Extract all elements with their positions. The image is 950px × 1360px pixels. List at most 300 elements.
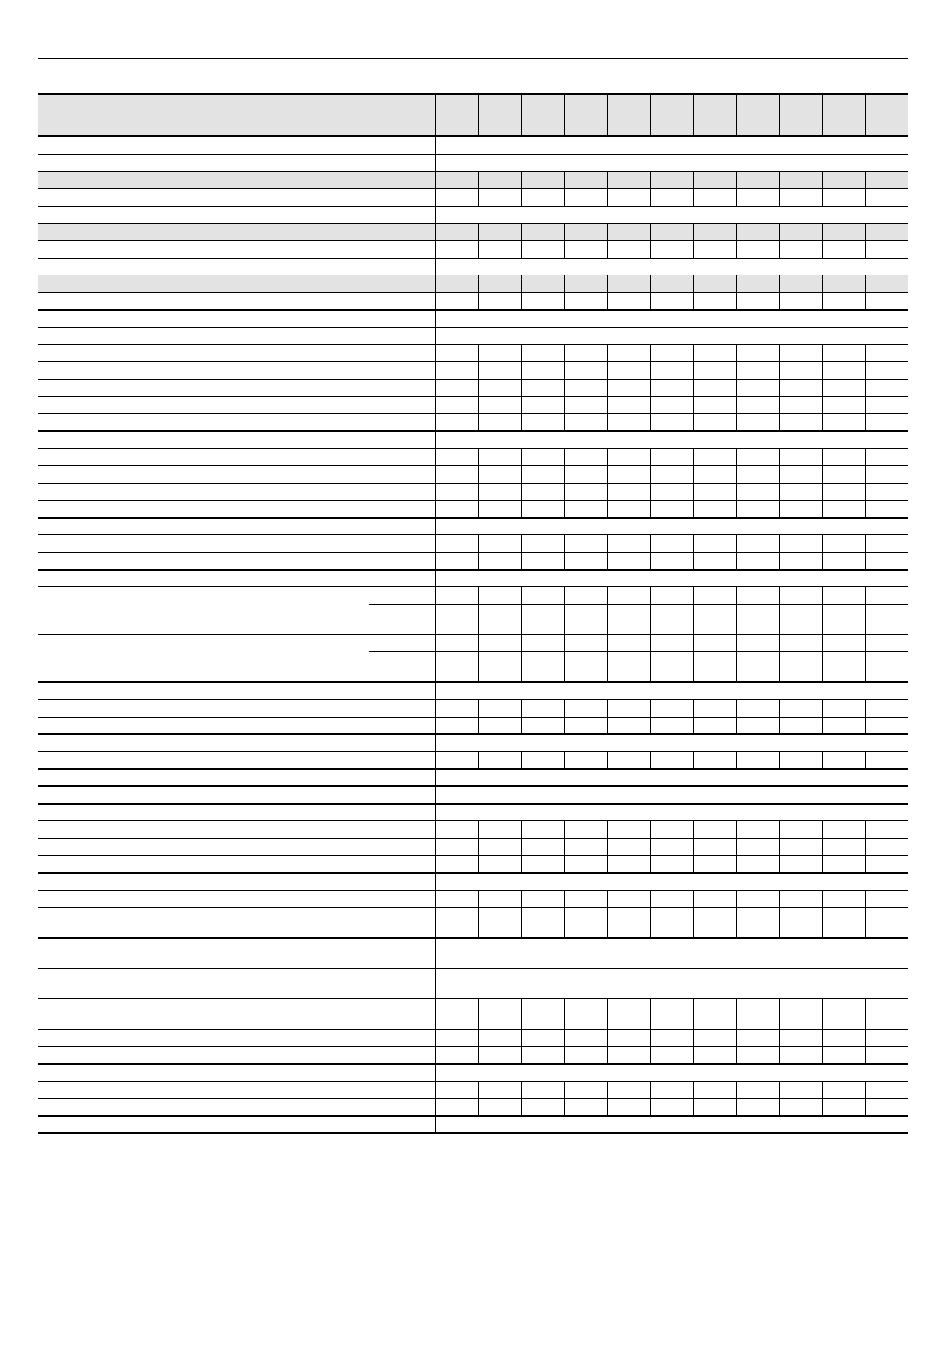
value-cell	[478, 466, 521, 483]
value-cell	[822, 855, 865, 872]
value-cell	[435, 241, 478, 258]
value-cell	[607, 414, 650, 431]
row-label-cell	[38, 855, 435, 872]
value-cell	[564, 1081, 607, 1098]
value-cell	[822, 535, 865, 552]
value-cell	[478, 414, 521, 431]
span-value-cell	[435, 734, 908, 751]
value-cell	[736, 907, 779, 938]
value-cell	[521, 397, 564, 414]
value-cell	[736, 275, 779, 292]
row-sublabel-cell	[369, 587, 435, 604]
row-sublabel-cell	[369, 604, 435, 635]
value-cell	[736, 1047, 779, 1064]
value-cell	[435, 483, 478, 500]
header-column-cell	[650, 95, 693, 136]
value-cell	[693, 500, 736, 517]
value-cell	[693, 379, 736, 396]
value-cell	[779, 172, 822, 189]
value-cell	[435, 414, 478, 431]
value-cell	[736, 855, 779, 872]
row-label-cell	[38, 570, 435, 587]
value-cell	[865, 1081, 908, 1098]
value-cell	[478, 838, 521, 855]
value-cell	[822, 345, 865, 362]
row-label-cell	[38, 535, 435, 552]
value-cell	[478, 379, 521, 396]
value-cell	[607, 500, 650, 517]
value-cell	[435, 821, 478, 838]
value-cell	[736, 483, 779, 500]
value-cell	[607, 535, 650, 552]
value-cell	[650, 752, 693, 769]
header-column-cell	[822, 95, 865, 136]
value-cell	[779, 1081, 822, 1098]
value-cell	[564, 483, 607, 500]
header-column-divider	[779, 93, 780, 136]
value-cell	[822, 483, 865, 500]
value-cell	[650, 552, 693, 569]
value-cell	[521, 890, 564, 907]
value-cell	[865, 466, 908, 483]
row-label-cell	[38, 1081, 435, 1098]
value-cell	[736, 500, 779, 517]
row-label-cell	[38, 838, 435, 855]
row-label-cell	[38, 137, 435, 154]
value-cell	[478, 241, 521, 258]
value-cell	[564, 397, 607, 414]
row-label-cell	[38, 518, 435, 535]
value-cell	[521, 855, 564, 872]
value-cell	[779, 999, 822, 1030]
value-cell	[822, 275, 865, 292]
value-cell	[564, 890, 607, 907]
value-cell	[650, 999, 693, 1030]
value-cell	[822, 752, 865, 769]
value-cell	[779, 483, 822, 500]
value-cell	[521, 379, 564, 396]
value-cell	[607, 890, 650, 907]
value-column-divider	[736, 587, 737, 635]
value-cell	[822, 466, 865, 483]
value-cell	[435, 172, 478, 189]
value-cell	[564, 1047, 607, 1064]
value-cell	[521, 500, 564, 517]
value-cell	[435, 838, 478, 855]
span-value-cell	[435, 206, 908, 223]
value-cell	[779, 552, 822, 569]
value-cell	[564, 224, 607, 241]
value-cell	[693, 999, 736, 1030]
value-cell	[478, 189, 521, 206]
value-cell	[564, 1099, 607, 1116]
header-column-cell	[693, 95, 736, 136]
value-cell	[822, 1047, 865, 1064]
value-cell	[478, 700, 521, 717]
value-cell	[607, 1099, 650, 1116]
value-cell	[650, 448, 693, 465]
value-cell	[521, 483, 564, 500]
value-column-divider	[865, 635, 866, 683]
row-label-cell	[38, 717, 435, 734]
value-cell	[607, 855, 650, 872]
value-cell	[736, 362, 779, 379]
span-value-cell	[435, 570, 908, 587]
value-cell	[564, 414, 607, 431]
value-cell	[564, 293, 607, 310]
header-column-divider	[607, 93, 608, 136]
value-cell	[564, 241, 607, 258]
sub-row-divider	[435, 604, 908, 605]
row-label-cell	[38, 224, 435, 241]
value-cell	[435, 1029, 478, 1046]
value-cell	[693, 890, 736, 907]
value-cell	[478, 535, 521, 552]
row-label-cell	[38, 379, 435, 396]
value-cell	[607, 275, 650, 292]
value-cell	[779, 241, 822, 258]
value-cell	[478, 821, 521, 838]
value-cell	[564, 838, 607, 855]
value-cell	[822, 838, 865, 855]
value-cell	[607, 999, 650, 1030]
value-cell	[865, 500, 908, 517]
value-cell	[865, 907, 908, 938]
row-label-cell	[38, 241, 435, 258]
value-cell	[736, 1099, 779, 1116]
value-cell	[607, 397, 650, 414]
value-cell	[521, 999, 564, 1030]
row-label-cell	[38, 907, 435, 938]
value-cell	[650, 189, 693, 206]
header-column-divider	[521, 93, 522, 136]
value-cell	[478, 1047, 521, 1064]
value-cell	[435, 466, 478, 483]
value-column-divider	[607, 587, 608, 635]
header-column-cell	[779, 95, 822, 136]
value-cell	[693, 241, 736, 258]
value-cell	[607, 172, 650, 189]
value-cell	[607, 293, 650, 310]
value-cell	[607, 189, 650, 206]
value-cell	[736, 552, 779, 569]
value-cell	[865, 241, 908, 258]
value-cell	[779, 379, 822, 396]
value-cell	[650, 1047, 693, 1064]
value-cell	[478, 552, 521, 569]
value-cell	[650, 907, 693, 938]
value-cell	[865, 275, 908, 292]
value-cell	[736, 241, 779, 258]
value-cell	[650, 1029, 693, 1046]
row-label-cell	[38, 1099, 435, 1116]
value-cell	[822, 414, 865, 431]
value-cell	[865, 700, 908, 717]
value-cell	[435, 397, 478, 414]
value-cell	[865, 1047, 908, 1064]
value-cell	[435, 293, 478, 310]
value-cell	[693, 752, 736, 769]
value-column-divider	[822, 587, 823, 635]
value-cell	[736, 224, 779, 241]
value-cell	[822, 172, 865, 189]
value-cell	[693, 275, 736, 292]
value-cell	[865, 838, 908, 855]
value-cell	[693, 172, 736, 189]
value-cell	[736, 379, 779, 396]
header-column-divider	[435, 93, 436, 136]
row-label-cell	[38, 786, 435, 803]
value-cell	[865, 362, 908, 379]
value-cell	[521, 466, 564, 483]
value-cell	[478, 397, 521, 414]
value-cell	[822, 362, 865, 379]
row-sublabel-cell	[369, 635, 435, 652]
span-value-cell	[435, 938, 908, 969]
span-value-cell	[435, 786, 908, 803]
value-cell	[779, 752, 822, 769]
value-cell	[865, 483, 908, 500]
value-cell	[607, 379, 650, 396]
value-cell	[607, 752, 650, 769]
value-cell	[564, 466, 607, 483]
value-cell	[435, 700, 478, 717]
span-value-cell	[435, 968, 908, 999]
row-label-cell	[38, 873, 435, 890]
span-value-cell	[435, 682, 908, 699]
span-value-cell	[435, 327, 908, 344]
value-cell	[779, 448, 822, 465]
value-cell	[693, 362, 736, 379]
span-value-cell	[435, 873, 908, 890]
value-cell	[693, 293, 736, 310]
value-cell	[736, 1029, 779, 1046]
value-cell	[822, 700, 865, 717]
value-cell	[435, 275, 478, 292]
value-cell	[779, 717, 822, 734]
value-cell	[822, 821, 865, 838]
value-cell	[693, 838, 736, 855]
value-cell	[693, 907, 736, 938]
value-cell	[478, 999, 521, 1030]
header-column-cell	[435, 95, 478, 136]
value-cell	[435, 1047, 478, 1064]
header-column-divider	[693, 93, 694, 136]
value-cell	[435, 907, 478, 938]
span-value-cell	[435, 258, 908, 275]
value-cell	[521, 189, 564, 206]
value-cell	[822, 999, 865, 1030]
value-column-divider	[521, 587, 522, 635]
span-value-cell	[435, 154, 908, 171]
row-label-cell	[38, 466, 435, 483]
value-column-divider	[650, 635, 651, 683]
value-cell	[693, 821, 736, 838]
row-label-cell	[38, 769, 435, 786]
value-cell	[607, 717, 650, 734]
value-cell	[521, 717, 564, 734]
value-cell	[693, 466, 736, 483]
value-cell	[736, 999, 779, 1030]
value-cell	[822, 397, 865, 414]
value-cell	[607, 448, 650, 465]
value-column-divider	[693, 587, 694, 635]
value-column-divider	[564, 635, 565, 683]
value-cell	[779, 1029, 822, 1046]
value-cell	[435, 890, 478, 907]
value-cell	[822, 189, 865, 206]
value-cell	[779, 414, 822, 431]
value-cell	[865, 535, 908, 552]
header-column-divider	[822, 93, 823, 136]
value-cell	[822, 1029, 865, 1046]
value-cell	[435, 1099, 478, 1116]
value-cell	[521, 414, 564, 431]
row-label-cell	[38, 890, 435, 907]
value-cell	[564, 552, 607, 569]
value-cell	[779, 362, 822, 379]
value-cell	[736, 1081, 779, 1098]
row-label-cell	[38, 431, 435, 448]
value-cell	[564, 700, 607, 717]
value-cell	[865, 397, 908, 414]
value-cell	[435, 552, 478, 569]
value-cell	[521, 1081, 564, 1098]
value-cell	[865, 1099, 908, 1116]
value-cell	[521, 172, 564, 189]
value-cell	[736, 466, 779, 483]
value-cell	[736, 700, 779, 717]
value-cell	[607, 345, 650, 362]
value-cell	[736, 890, 779, 907]
value-cell	[693, 414, 736, 431]
value-cell	[650, 700, 693, 717]
header-column-divider	[650, 93, 651, 136]
value-cell	[435, 224, 478, 241]
label-column-divider	[435, 635, 436, 683]
row-label-cell	[38, 258, 435, 275]
value-cell	[693, 717, 736, 734]
sub-row-divider	[435, 651, 908, 652]
value-cell	[564, 379, 607, 396]
value-cell	[650, 275, 693, 292]
row-label-cell	[38, 397, 435, 414]
value-cell	[736, 448, 779, 465]
row-label-cell	[38, 734, 435, 751]
value-cell	[822, 241, 865, 258]
span-value-cell	[435, 310, 908, 327]
header-column-cell	[607, 95, 650, 136]
spec-table	[38, 93, 908, 1201]
value-cell	[607, 838, 650, 855]
header-column-divider	[564, 93, 565, 136]
value-cell	[478, 275, 521, 292]
value-cell	[693, 483, 736, 500]
span-value-cell	[435, 1116, 908, 1133]
value-cell	[521, 275, 564, 292]
value-cell	[865, 414, 908, 431]
value-cell	[607, 907, 650, 938]
value-cell	[822, 890, 865, 907]
page-header-rule	[38, 58, 908, 59]
row-label-cell	[38, 1116, 435, 1133]
value-cell	[521, 535, 564, 552]
value-cell	[736, 345, 779, 362]
value-cell	[693, 535, 736, 552]
value-cell	[779, 345, 822, 362]
value-cell	[779, 907, 822, 938]
value-cell	[521, 224, 564, 241]
value-cell	[650, 838, 693, 855]
value-cell	[822, 907, 865, 938]
value-cell	[650, 397, 693, 414]
value-cell	[435, 362, 478, 379]
value-cell	[564, 1029, 607, 1046]
value-cell	[478, 907, 521, 938]
value-cell	[607, 362, 650, 379]
value-cell	[435, 379, 478, 396]
value-column-divider	[693, 635, 694, 683]
value-cell	[865, 752, 908, 769]
span-value-cell	[435, 1064, 908, 1081]
row-label-cell	[38, 154, 435, 171]
value-cell	[693, 224, 736, 241]
value-cell	[779, 700, 822, 717]
value-cell	[736, 189, 779, 206]
value-cell	[865, 448, 908, 465]
value-cell	[478, 752, 521, 769]
value-cell	[521, 821, 564, 838]
value-cell	[478, 293, 521, 310]
span-value-cell	[435, 431, 908, 448]
value-cell	[564, 907, 607, 938]
header-label-cell	[38, 95, 435, 136]
value-cell	[693, 1099, 736, 1116]
row-label-cell	[38, 206, 435, 223]
value-cell	[865, 379, 908, 396]
value-cell	[693, 1081, 736, 1098]
value-cell	[779, 466, 822, 483]
value-cell	[521, 345, 564, 362]
value-cell	[822, 379, 865, 396]
value-cell	[478, 1099, 521, 1116]
row-sublabel-cell	[369, 652, 435, 683]
row-label-cell	[38, 1047, 435, 1064]
value-cell	[779, 821, 822, 838]
value-cell	[478, 362, 521, 379]
row-label-cell	[38, 1064, 435, 1081]
value-column-divider	[736, 635, 737, 683]
span-value-cell	[435, 518, 908, 535]
value-cell	[779, 500, 822, 517]
value-cell	[779, 855, 822, 872]
value-cell	[865, 345, 908, 362]
value-cell	[650, 855, 693, 872]
value-cell	[865, 552, 908, 569]
value-cell	[435, 535, 478, 552]
value-cell	[693, 855, 736, 872]
value-cell	[607, 483, 650, 500]
value-cell	[478, 890, 521, 907]
value-cell	[435, 855, 478, 872]
value-cell	[693, 448, 736, 465]
value-cell	[521, 700, 564, 717]
value-cell	[650, 293, 693, 310]
header-column-cell	[736, 95, 779, 136]
value-column-divider	[822, 635, 823, 683]
value-cell	[607, 466, 650, 483]
value-cell	[736, 397, 779, 414]
